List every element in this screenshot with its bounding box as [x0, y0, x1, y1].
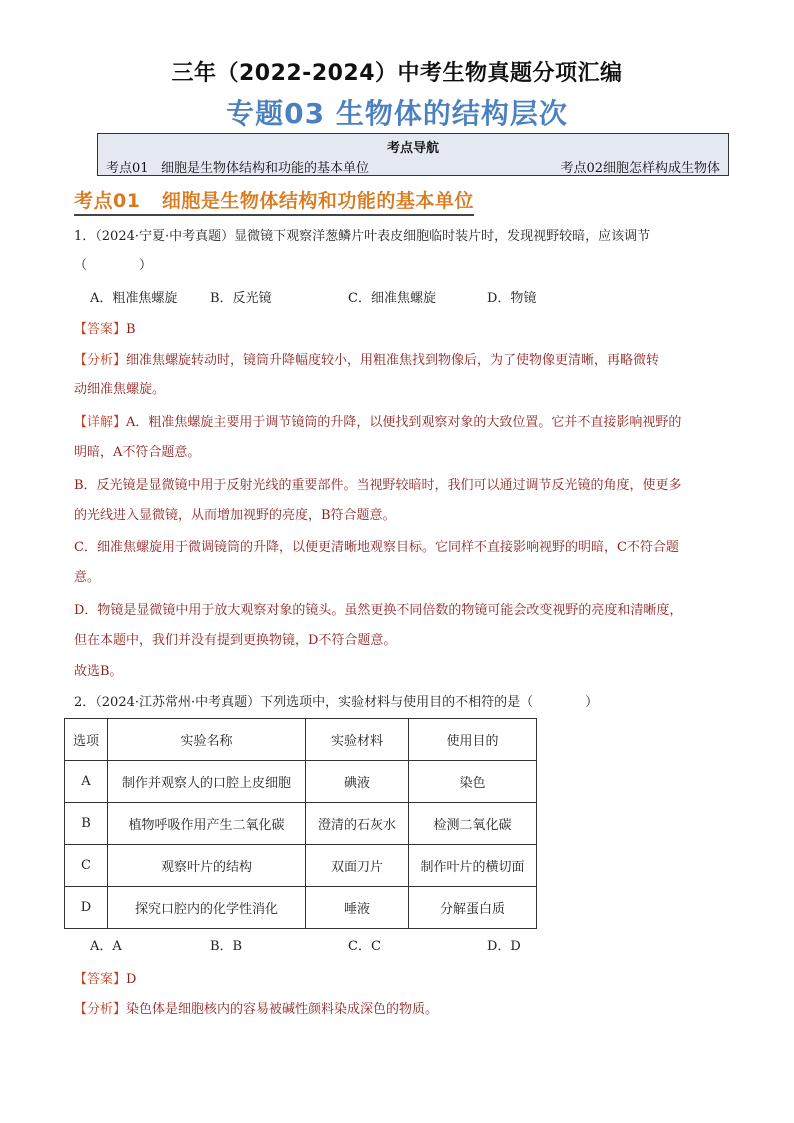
table-cell: 制作叶片的横切面 [409, 845, 537, 887]
section-heading-text: 细胞是生物体结构和功能的基本单位 [161, 190, 474, 212]
table-header-cell: 使用目的 [409, 719, 537, 761]
nav-topic-01-text: 细胞是生物体结构和功能的基本单位 [160, 161, 369, 176]
q2-option-b: B．B [210, 939, 243, 954]
q2-option-a: A．A [90, 939, 122, 954]
q1-detail-text-a1: A．粗准焦螺旋主要用于调节镜筒的升降，以便找到观察对象的大致位置。它并不直接影响视野的 [126, 415, 682, 430]
table-header-row [65, 719, 537, 761]
q1-detail-line-a1 [74, 413, 681, 433]
q1-analysis-text-1: 细准焦螺旋转动时，镜筒升降幅度较小，用粗准焦找到物像后，为了使物像更清晰，再略微转 [126, 353, 660, 368]
table-cell: 观察叶片的结构 [108, 845, 306, 887]
q1-analysis-line-2: 动细准焦螺旋。 [74, 382, 166, 397]
table-header-cell: 实验材料 [306, 719, 409, 761]
table-cell: 分解蛋白质 [409, 887, 537, 929]
q2-analysis-line-1 [74, 1000, 438, 1020]
nav-topic-02-number: 考点02 [560, 161, 603, 176]
q1-stem-line-1: 1．（2024·宁夏·中考真题）显微镜下观察洋葱鳞片叶表皮细胞临时装片时，发现视野较暗，应该调节 [74, 229, 651, 244]
document-title: 三年（2022-2024）中考生物真题分项汇编 [171, 61, 623, 86]
q1-option-b: B．反光镜 [210, 291, 272, 306]
table-cell: 碘液 [306, 761, 409, 803]
table-cell: 制作并观察人的口腔上皮细胞 [108, 761, 306, 803]
analysis-tag: 【分析】 [74, 353, 127, 368]
analysis-tag: 【分析】 [74, 1002, 127, 1017]
q1-analysis-line-1 [74, 351, 659, 371]
nav-link-topic-01[interactable] [106, 157, 369, 176]
table-header-cell: 实验名称 [108, 719, 306, 761]
table-cell: 染色 [409, 761, 537, 803]
table-cell: 澄清的石灰水 [306, 803, 409, 845]
q1-detail-line-c1: C．细准焦螺旋用于微调镜筒的升降，以便更清晰地观察目标。它同样不直接影响视野的明暗，C不符合题 [74, 540, 679, 555]
q1-conclusion: 故选B。 [74, 664, 123, 679]
q1-detail-line-b2: 的光线进入显微镜，从而增加视野的亮度，B符合题意。 [74, 508, 396, 523]
table-cell: A [65, 761, 108, 803]
topic-navigation-box [97, 133, 729, 176]
q1-detail-line-d1: D．物镜是显微镜中用于放大观察对象的镜头。虽然更换不同倍数的物镜可能会改变视野的亮度和清晰度， [74, 603, 683, 618]
nav-title: 考点导航 [386, 141, 439, 156]
q1-option-a: A．粗准焦螺旋 [90, 291, 178, 306]
nav-topic-01-number: 考点01 [106, 161, 149, 176]
table-row [65, 803, 537, 845]
q2-analysis-text-1: 染色体是细胞核内的容易被碱性颜料染成深色的物质。 [126, 1002, 439, 1017]
table-cell: 唾液 [306, 887, 409, 929]
q2-answer [74, 970, 136, 990]
q1-option-c: C．细准焦螺旋 [348, 291, 436, 306]
table-cell: C [65, 845, 108, 887]
table-cell: 植物呼吸作用产生二氧化碳 [108, 803, 306, 845]
nav-topic-02-text: 细胞怎样构成生物体 [602, 161, 720, 176]
table-header-cell: 选项 [65, 719, 108, 761]
q1-detail-line-c2: 意。 [74, 570, 101, 585]
q2-stem: 2．（2024·江苏常州·中考真题）下列选项中，实验材料与使用目的不相符的是（ ） [74, 695, 599, 710]
table-cell: D [65, 887, 108, 929]
table-row [65, 845, 537, 887]
answer-tag: 【答案】 [74, 972, 127, 987]
detail-tag: 【详解】 [74, 415, 127, 430]
q1-answer-value: B [126, 322, 136, 337]
table-cell: 双面刀片 [306, 845, 409, 887]
q1-stem-line-2: （ ） [74, 258, 153, 273]
q1-detail-line-b1: B．反光镜是显微镜中用于反射光线的重要部件。当视野较暗时，我们可以通过调节反光镜的角度，使更多 [74, 478, 682, 493]
section-heading-number: 考点01 [74, 190, 141, 212]
document-subtitle: 专题03 生物体的结构层次 [226, 97, 568, 130]
section-heading-topic-01 [74, 186, 474, 216]
table-row [65, 887, 537, 929]
q2-option-c: C．C [348, 939, 381, 954]
table-cell: B [65, 803, 108, 845]
table-cell: 检测二氧化碳 [409, 803, 537, 845]
table-cell: 探究口腔内的化学性消化 [108, 887, 306, 929]
q2-experiment-table [64, 718, 537, 929]
q2-answer-value: D [126, 972, 137, 987]
answer-tag: 【答案】 [74, 322, 127, 337]
q1-detail-line-d2: 但在本题中，我们并没有提到更换物镜，D不符合题意。 [74, 633, 397, 648]
q1-answer [74, 320, 136, 340]
table-row [65, 761, 537, 803]
q1-detail-line-a2: 明暗，A不符合题意。 [74, 445, 201, 460]
q1-option-d: D．物镜 [487, 291, 537, 306]
q2-option-d: D．D [487, 939, 521, 954]
nav-link-topic-02[interactable] [560, 157, 720, 176]
